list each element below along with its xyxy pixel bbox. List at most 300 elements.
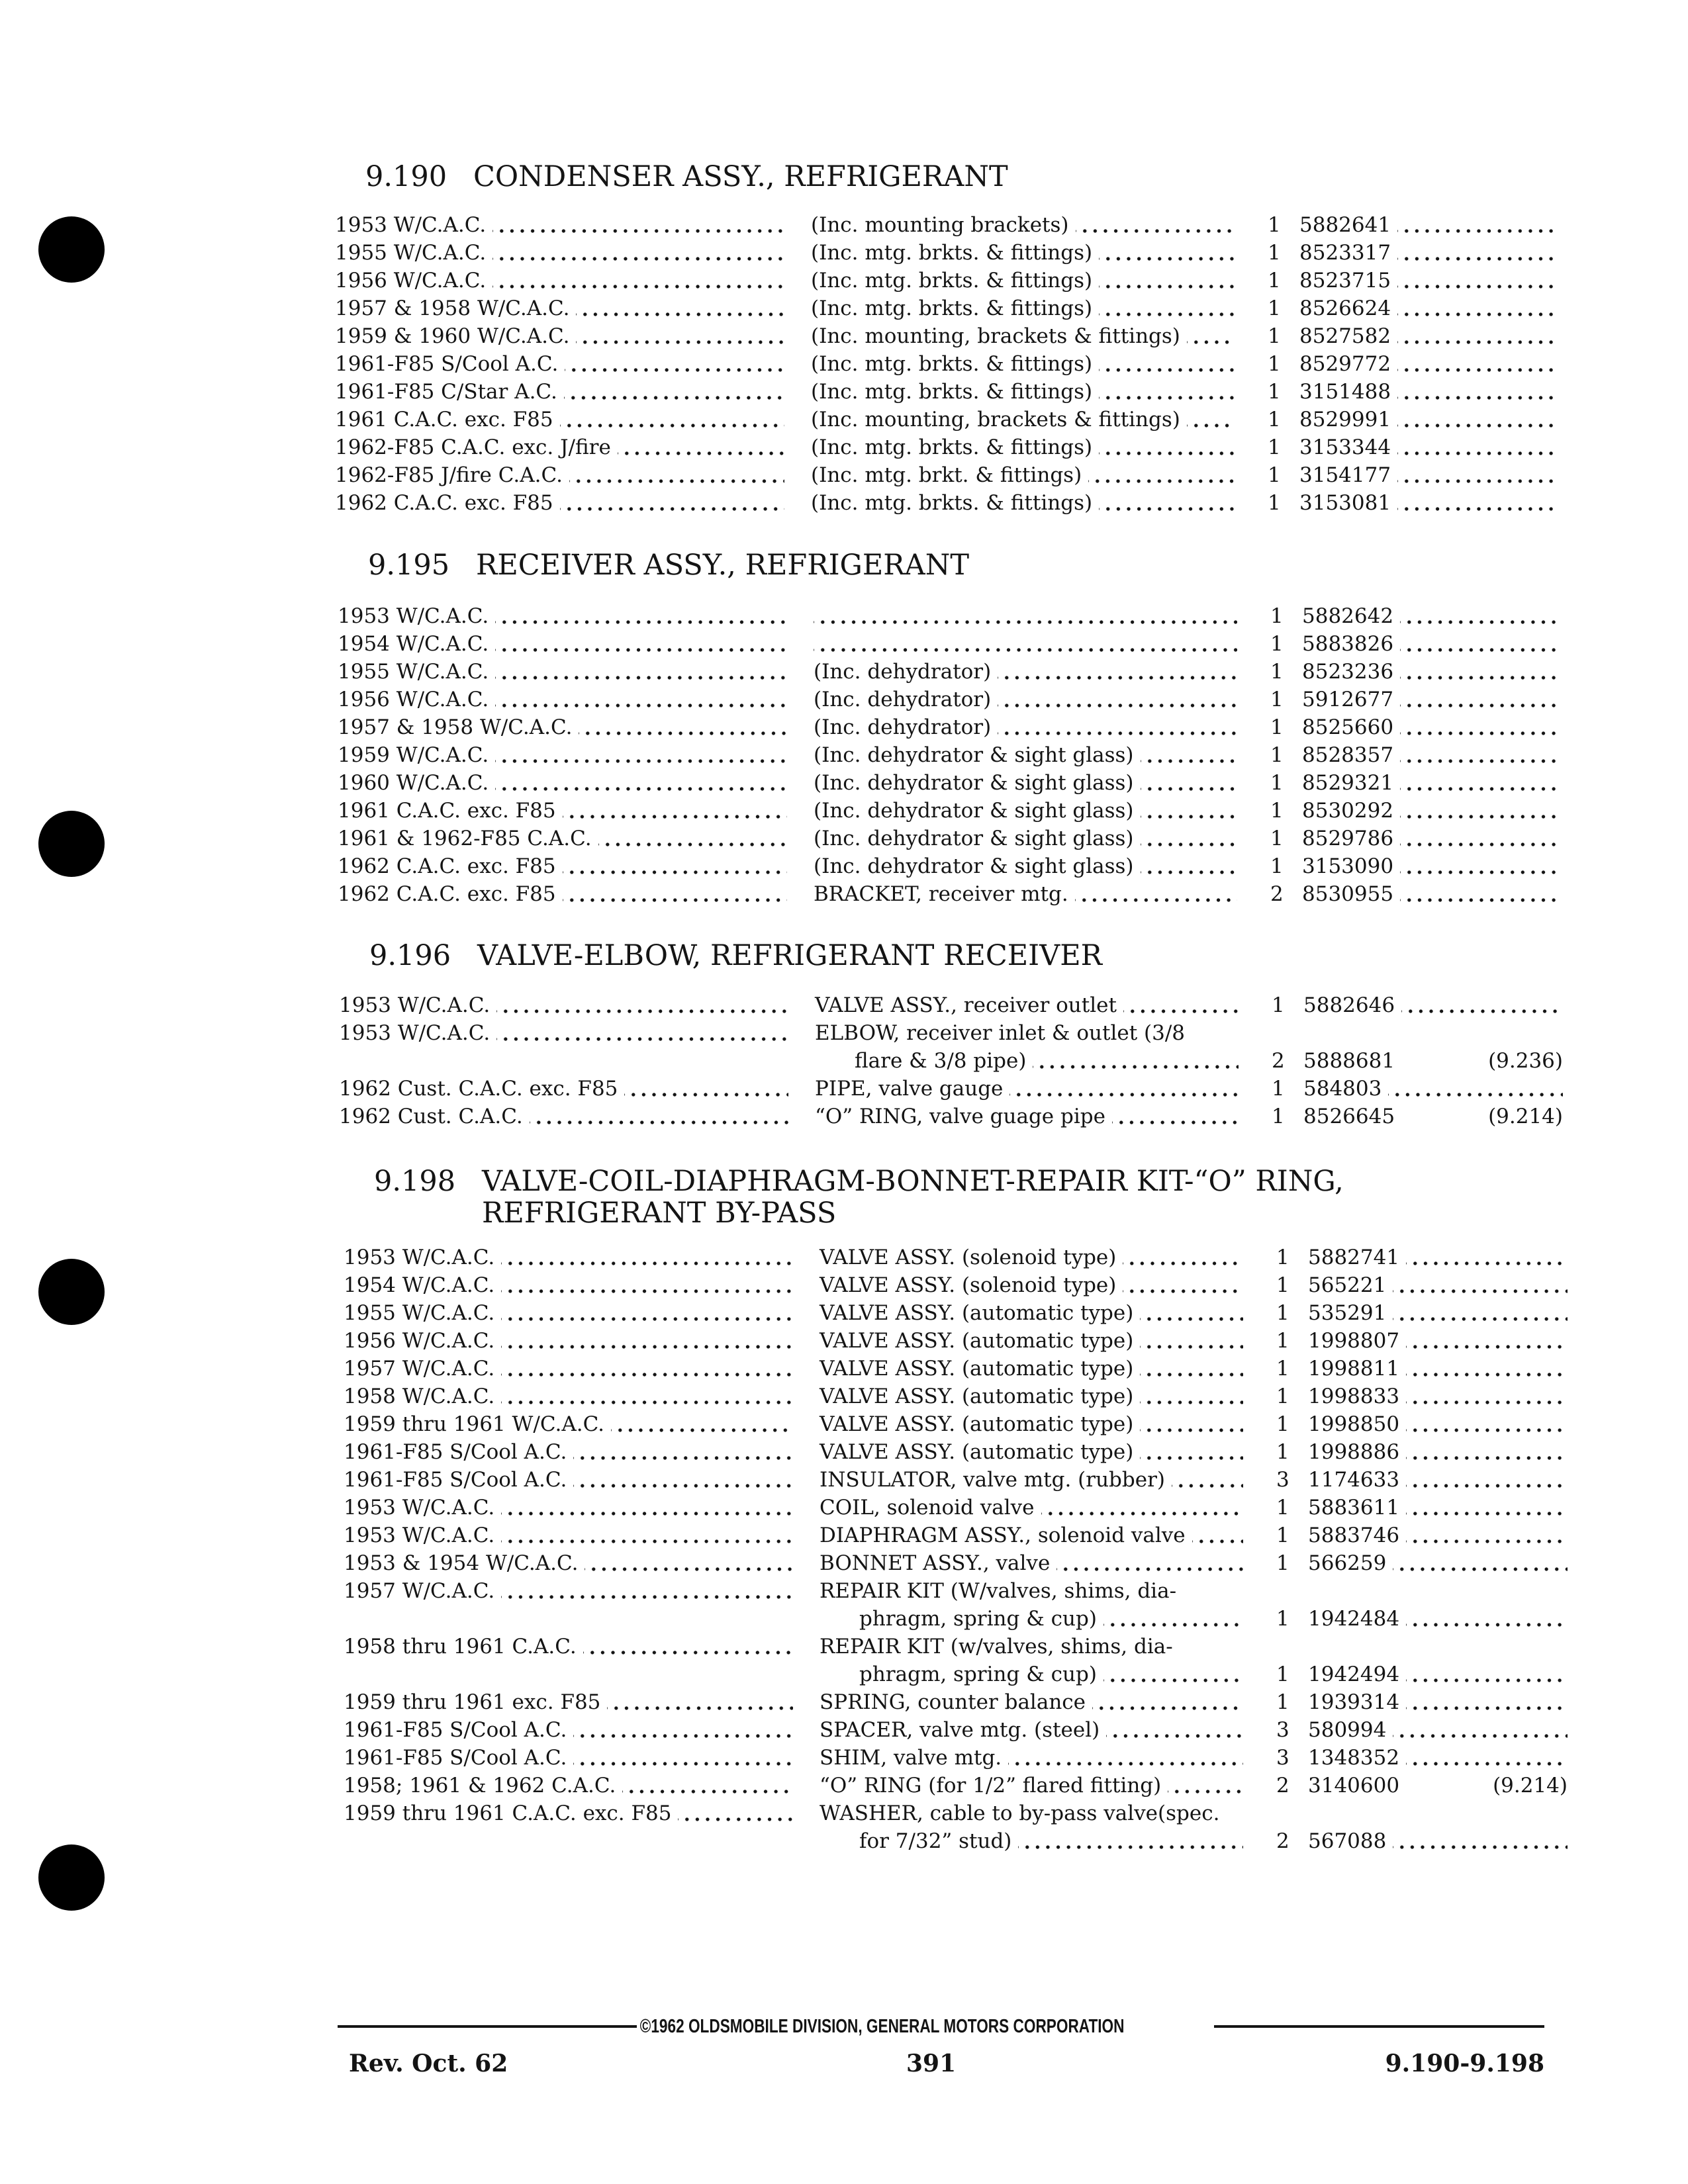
section-range: 9.190-9.198 [1385, 2050, 1544, 2077]
dot-leader [1406, 1605, 1568, 1633]
section-number: 9.190 [365, 160, 447, 193]
dot-leader [1400, 741, 1562, 769]
dot-leader [583, 1633, 793, 1661]
model-line [335, 489, 784, 517]
dot-leader [1397, 211, 1559, 239]
part-number: 3154177 [1299, 463, 1391, 487]
description-line [820, 1299, 1243, 1327]
quantity: 1 [1276, 1329, 1289, 1353]
part-number: 8529786 [1302, 827, 1394, 850]
section-number: 9.198 [374, 1165, 456, 1198]
model-text: 1958; 1961 & 1962 C.A.C. [344, 1774, 616, 1797]
part-number-cell [1298, 1047, 1563, 1075]
description-text: VALVE ASSY. (automatic type) [820, 1412, 1134, 1436]
dot-leader [1397, 239, 1559, 267]
dot-leader [501, 1355, 793, 1383]
quantity: 1 [1276, 1496, 1289, 1520]
model-line [344, 1244, 793, 1271]
description-text: COIL, solenoid valve [820, 1496, 1035, 1520]
footer-copyright [637, 2015, 1214, 2038]
part-number: 5912677 [1302, 688, 1394, 711]
dot-leader [492, 239, 784, 267]
part-number-cell [1294, 295, 1559, 322]
dot-leader [998, 658, 1237, 686]
description-line [815, 1047, 1239, 1075]
description-text: (Inc. mtg. brkt. & fittings) [811, 463, 1082, 487]
dot-leader [579, 713, 787, 741]
quantity: 1 [1276, 1662, 1289, 1686]
quantity: 1 [1268, 213, 1281, 237]
description-cell [811, 322, 1261, 350]
dot-leader [1099, 239, 1235, 267]
quantity: 1 [1276, 1357, 1289, 1381]
description-line [811, 378, 1235, 406]
description-line [820, 1716, 1243, 1744]
description-text: VALVE ASSY. (solenoid type) [820, 1273, 1117, 1297]
quantity: 1 [1268, 380, 1281, 404]
section-title-line: VALVE-ELBOW, REFRIGERANT RECEIVER [477, 939, 1102, 972]
model-cell [339, 991, 815, 1019]
part-number-cell [1294, 211, 1559, 239]
part-number: 8525660 [1302, 715, 1394, 739]
model-line [338, 852, 787, 880]
model-cell [338, 686, 814, 713]
description-line [811, 489, 1235, 517]
description-text: VALVE ASSY., receiver outlet [815, 993, 1117, 1017]
model-text: 1957 & 1958 W/C.A.C. [338, 715, 573, 739]
model-cell [344, 1549, 820, 1577]
dot-leader [1406, 1522, 1568, 1549]
description-line [820, 1410, 1243, 1438]
description-line [814, 825, 1237, 852]
dot-leader [1388, 1075, 1563, 1103]
part-row [344, 1494, 1568, 1522]
part-number: 1942494 [1308, 1662, 1400, 1686]
description-cell [811, 239, 1261, 267]
model-cell [344, 1744, 820, 1772]
description-cell [814, 825, 1264, 852]
part-number-cell [1303, 1466, 1568, 1494]
section-header [335, 161, 1559, 193]
part-row [344, 1355, 1568, 1383]
quantity: 1 [1276, 1385, 1289, 1408]
dot-leader [585, 1549, 793, 1577]
part-number: 8528357 [1302, 743, 1394, 767]
dot-leader [573, 1716, 793, 1744]
dot-leader [1075, 880, 1237, 908]
model-text: 1962 Cust. C.A.C. exc. F85 [339, 1077, 618, 1101]
part-number: 5882642 [1302, 604, 1394, 628]
model-text: 1955 W/C.A.C. [338, 660, 489, 684]
part-row [335, 295, 1559, 322]
model-text: 1956 W/C.A.C. [338, 688, 489, 711]
dot-leader [1397, 295, 1559, 322]
model-line [338, 630, 787, 658]
description-line [811, 322, 1235, 350]
description-cell [820, 1549, 1270, 1577]
model-line [344, 1383, 793, 1410]
quantity: 1 [1270, 688, 1284, 711]
dot-leader [1172, 1466, 1243, 1494]
dot-leader [495, 686, 787, 713]
description-text: SPACER, valve mtg. (steel) [820, 1718, 1100, 1742]
part-number-cell [1294, 461, 1559, 489]
part-number-cell [1303, 1327, 1568, 1355]
model-cell [338, 852, 814, 880]
part-number: 3140600 [1308, 1774, 1400, 1797]
dot-leader [1140, 1383, 1243, 1410]
quantity: 1 [1268, 408, 1281, 432]
part-number: 567088 [1308, 1829, 1387, 1853]
dot-leader [501, 1299, 793, 1327]
dot-leader [560, 406, 784, 433]
model-cell [344, 1577, 820, 1605]
model-line [344, 1549, 793, 1577]
part-row [344, 1549, 1568, 1577]
part-number-cell [1298, 1075, 1563, 1103]
part-number-cell [1303, 1522, 1568, 1549]
description-cell [811, 267, 1261, 295]
section-9-195 [338, 549, 1562, 908]
quantity: 1 [1268, 491, 1281, 515]
quantity: 3 [1276, 1718, 1289, 1742]
section-title-line: VALVE-COIL-DIAPHRAGM-BONNET-REPAIR KIT-“O” RING, [482, 1165, 1344, 1198]
part-number-cell [1297, 630, 1562, 658]
part-row [335, 350, 1559, 378]
model-line [335, 461, 784, 489]
description-text: SPRING, counter balance [820, 1690, 1086, 1714]
part-number-cell [1303, 1605, 1568, 1633]
dot-leader [1008, 1744, 1243, 1772]
quantity: 1 [1268, 324, 1281, 348]
part-row [344, 1744, 1568, 1772]
description-line [820, 1744, 1243, 1772]
quantity: 1 [1276, 1440, 1289, 1464]
quantity: 2 [1276, 1774, 1289, 1797]
description-text: (Inc. mtg. brkts. & fittings) [811, 269, 1093, 293]
model-text: 1953 W/C.A.C. [344, 1524, 495, 1547]
model-cell [338, 880, 814, 908]
description-text: “O” RING, valve guage pipe [815, 1105, 1105, 1128]
model-cell [335, 211, 811, 239]
part-number-cell [1303, 1438, 1568, 1466]
part-row [344, 1299, 1568, 1327]
model-text: 1954 W/C.A.C. [344, 1273, 495, 1297]
part-number: 8529772 [1299, 352, 1391, 376]
section-9-190 [335, 161, 1559, 517]
description-line [811, 267, 1235, 295]
dot-leader [622, 1772, 793, 1799]
quantity: 1 [1276, 1301, 1289, 1325]
part-number: 5888681 [1303, 1049, 1395, 1073]
part-row [335, 433, 1559, 461]
revision-date: Rev. Oct. 62 [349, 2050, 508, 2077]
description-text: (Inc. mounting brackets) [811, 213, 1069, 237]
copyright-text: ©1962 OLDSMOBILE DIVISION, GENERAL MOTORS CORPORATION [639, 2016, 1125, 2037]
model-line [335, 239, 784, 267]
model-line [344, 1688, 793, 1716]
part-number-cell [1297, 769, 1562, 797]
model-text: 1962-F85 J/fire C.A.C. [335, 463, 563, 487]
dot-leader [1406, 1744, 1568, 1772]
dot-leader [1397, 350, 1559, 378]
description-line [811, 239, 1235, 267]
model-text: 1953 W/C.A.C. [344, 1246, 495, 1269]
description-text: (Inc. mtg. brkts. & fittings) [811, 435, 1093, 459]
description-cell [820, 1522, 1270, 1549]
part-row [335, 406, 1559, 433]
description-text: DIAPHRAGM ASSY., solenoid valve [820, 1524, 1186, 1547]
description-text: (Inc. mounting, brackets & fittings) [811, 324, 1180, 348]
dot-leader [496, 991, 788, 1019]
dot-leader [1406, 1688, 1568, 1716]
description-cell [814, 880, 1264, 908]
model-line [338, 880, 787, 908]
description-cell [820, 1799, 1270, 1855]
model-text: 1956 W/C.A.C. [344, 1329, 495, 1353]
part-number-cell [1297, 852, 1562, 880]
description-text: (Inc. dehydrator) [814, 688, 992, 711]
model-text: 1961-F85 S/Cool A.C. [344, 1468, 567, 1492]
description-cell [820, 1271, 1270, 1299]
dot-leader [1112, 1103, 1239, 1130]
quantity: 1 [1270, 660, 1284, 684]
model-cell [344, 1522, 820, 1549]
description-line [820, 1355, 1243, 1383]
model-text: 1959 thru 1961 C.A.C. exc. F85 [344, 1801, 672, 1825]
dot-leader [1397, 489, 1559, 517]
parts-list [338, 602, 1562, 908]
part-row [344, 1688, 1568, 1716]
model-cell [338, 630, 814, 658]
quantity: 1 [1276, 1524, 1289, 1547]
part-row [338, 797, 1562, 825]
model-line [344, 1466, 793, 1494]
part-row [338, 602, 1562, 630]
dot-leader [998, 713, 1237, 741]
model-cell [344, 1383, 820, 1410]
dot-leader [1393, 1271, 1568, 1299]
dot-leader [1397, 433, 1559, 461]
page-number: 391 [906, 2050, 957, 2077]
description-cell [814, 741, 1264, 769]
model-text: 1953 W/C.A.C. [339, 993, 491, 1017]
section-header [338, 549, 1562, 581]
description-text: ELBOW, receiver inlet & outlet (3/8 [815, 1021, 1185, 1045]
model-cell [344, 1688, 820, 1716]
description-line [814, 658, 1237, 686]
dot-leader [1400, 852, 1562, 880]
dot-leader [1141, 852, 1237, 880]
dot-leader [1400, 602, 1562, 630]
dot-leader [1406, 1383, 1568, 1410]
quantity: 1 [1268, 463, 1281, 487]
dot-leader [1406, 1355, 1568, 1383]
dot-leader [565, 350, 784, 378]
description-text: INSULATOR, valve mtg. (rubber) [820, 1468, 1166, 1492]
part-number: 5882646 [1303, 993, 1395, 1017]
quantity: 2 [1276, 1829, 1289, 1853]
description-line [820, 1772, 1243, 1799]
section-title [473, 161, 1008, 193]
part-row [338, 769, 1562, 797]
part-row [344, 1271, 1568, 1299]
description-cell [815, 1019, 1265, 1075]
dot-leader [563, 797, 787, 825]
description-line [811, 295, 1235, 322]
part-number-cell [1297, 686, 1562, 713]
part-number: 1998833 [1308, 1385, 1400, 1408]
description-line [820, 1383, 1243, 1410]
model-text: 1959 W/C.A.C. [338, 743, 489, 767]
dot-leader [1018, 1827, 1243, 1855]
part-number: 8526624 [1299, 296, 1391, 320]
model-text: 1958 thru 1961 C.A.C. [344, 1635, 577, 1659]
model-line [338, 658, 787, 686]
model-line [344, 1799, 793, 1827]
dot-leader [678, 1799, 793, 1827]
model-text: 1961-F85 S/Cool A.C. [344, 1718, 567, 1742]
description-cell [814, 797, 1264, 825]
quantity: 1 [1268, 269, 1281, 293]
part-row [344, 1438, 1568, 1466]
model-line [344, 1772, 793, 1799]
part-number: 584803 [1303, 1077, 1382, 1101]
description-line [820, 1494, 1243, 1522]
dot-leader [576, 322, 784, 350]
part-number-cell [1298, 991, 1563, 1019]
model-cell [335, 267, 811, 295]
part-row [338, 825, 1562, 852]
dot-leader [1168, 1772, 1243, 1799]
section-header [344, 1165, 1568, 1229]
parts-list [339, 991, 1563, 1130]
model-cell [344, 1327, 820, 1355]
part-number-cell [1294, 350, 1559, 378]
dot-leader [495, 630, 787, 658]
description-line [820, 1271, 1243, 1299]
part-row [344, 1410, 1568, 1438]
description-cell [820, 1716, 1270, 1744]
description-line [820, 1605, 1243, 1633]
description-line [814, 630, 1237, 658]
part-number: 1998807 [1308, 1329, 1400, 1353]
quantity: 2 [1272, 1049, 1285, 1073]
dot-leader [1192, 1522, 1243, 1549]
quantity: 3 [1276, 1468, 1289, 1492]
dot-leader [576, 295, 784, 322]
part-number-cell [1294, 378, 1559, 406]
model-cell [344, 1271, 820, 1299]
model-text: 1953 W/C.A.C. [344, 1496, 495, 1520]
description-text: (Inc. mtg. brkts. & fittings) [811, 296, 1093, 320]
dot-leader [1140, 1410, 1243, 1438]
dot-leader [1140, 1299, 1243, 1327]
quantity: 1 [1270, 715, 1284, 739]
description-text: for 7/32” stud) [859, 1829, 1012, 1853]
model-text: 1962-F85 C.A.C. exc. J/fire [335, 435, 611, 459]
description-cell [811, 378, 1261, 406]
model-text: 1962 C.A.C. exc. F85 [338, 882, 556, 906]
model-text: 1953 & 1954 W/C.A.C. [344, 1551, 579, 1575]
part-number-cell [1297, 880, 1562, 908]
description-cell [814, 769, 1264, 797]
model-cell [344, 1355, 820, 1383]
part-row [339, 1103, 1563, 1130]
quantity: 1 [1270, 743, 1284, 767]
dot-leader [1099, 350, 1235, 378]
model-line [338, 741, 787, 769]
description-cell [811, 295, 1261, 322]
part-row [335, 211, 1559, 239]
description-text: VALVE ASSY. (automatic type) [820, 1440, 1134, 1464]
model-line [335, 350, 784, 378]
dot-leader [564, 378, 784, 406]
dot-leader [1123, 1271, 1243, 1299]
description-line [811, 406, 1235, 433]
description-text: BRACKET, receiver mtg. [814, 882, 1068, 906]
part-number-cell [1303, 1271, 1568, 1299]
section-reference: (9.214) [1493, 1774, 1568, 1797]
model-cell [339, 1075, 815, 1103]
dot-leader [492, 267, 784, 295]
punch-hole [38, 1259, 105, 1325]
dot-leader [607, 1688, 793, 1716]
model-text: 1959 thru 1961 W/C.A.C. [344, 1412, 605, 1436]
model-cell [338, 797, 814, 825]
part-number-cell [1303, 1744, 1568, 1772]
description-cell [820, 1633, 1270, 1688]
part-number: 8523236 [1302, 660, 1394, 684]
dot-leader [1400, 686, 1562, 713]
dot-leader [1400, 658, 1562, 686]
part-number: 3153344 [1299, 435, 1391, 459]
part-number-cell [1303, 1827, 1568, 1855]
dot-leader [1400, 769, 1562, 797]
part-number: 566259 [1308, 1551, 1387, 1575]
description-cell [820, 1772, 1270, 1799]
description-text: (Inc. dehydrator) [814, 660, 992, 684]
description-text: VALVE ASSY. (automatic type) [820, 1385, 1134, 1408]
part-number-cell [1294, 239, 1559, 267]
part-number-cell [1294, 322, 1559, 350]
part-number: 8523317 [1299, 241, 1391, 265]
description-text: (Inc. dehydrator & sight glass) [814, 799, 1134, 823]
section-title-line: CONDENSER ASSY., REFRIGERANT [473, 160, 1008, 193]
model-cell [344, 1716, 820, 1744]
section-9-196 [339, 940, 1563, 1130]
quantity: 1 [1276, 1412, 1289, 1436]
part-row [338, 658, 1562, 686]
description-cell [820, 1355, 1270, 1383]
part-row [335, 378, 1559, 406]
dot-leader [495, 741, 787, 769]
dot-leader [1140, 1438, 1243, 1466]
part-number: 1939314 [1308, 1690, 1400, 1714]
model-text: 1953 W/C.A.C. [335, 213, 487, 237]
model-text: 1962 C.A.C. exc. F85 [335, 491, 553, 515]
quantity: 1 [1270, 827, 1284, 850]
dot-leader [1406, 1466, 1568, 1494]
dot-leader [1401, 991, 1563, 1019]
model-text: 1958 W/C.A.C. [344, 1385, 495, 1408]
dot-leader [998, 686, 1237, 713]
model-text: 1961-F85 S/Cool A.C. [344, 1746, 567, 1770]
quantity: 1 [1268, 241, 1281, 265]
dot-leader [1406, 1410, 1568, 1438]
model-cell [344, 1438, 820, 1466]
description-line [814, 713, 1237, 741]
